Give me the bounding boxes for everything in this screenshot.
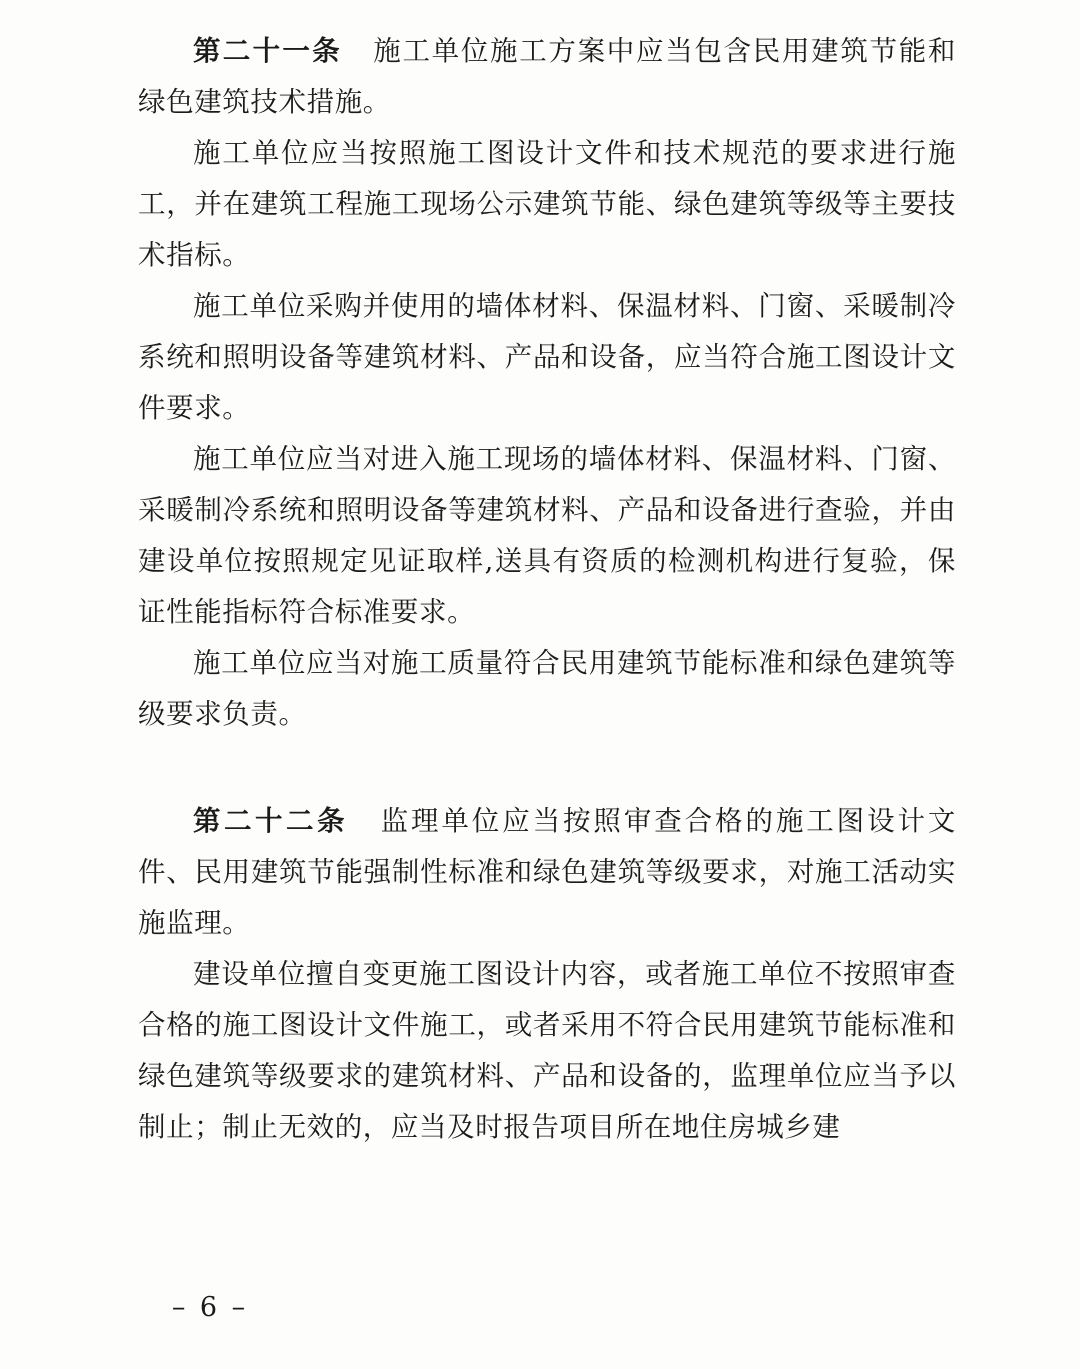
page-body [138,26,956,1153]
page-number: – 6 – [171,1292,249,1323]
page-footer [0,1292,1080,1323]
article-21-label: 第二十一条 [193,35,342,67]
article-22 [138,796,956,1153]
article-21-paragraph-1-text: 施工单位施工方案中应当包含民用建筑节能和绿色建筑技术措施。 [138,35,957,118]
article-22-paragraph-2: 建设单位擅自变更施工图设计内容，或者施工单位不按照审查合格的施工图设计文件施工，或者采用不符合民用建筑节能标准和绿色建筑等级要求的建筑材料、产品和设备的，监理单位应当予以制止；制止无效的，应当及时报告项目所在地住房城乡建 [138,958,956,1143]
article-separator [138,740,956,796]
article-21-paragraph-5: 施工单位应当对施工质量符合民用建筑节能标准和绿色建筑等级要求负责。 [138,647,956,730]
article-21-paragraph-3: 施工单位采购并使用的墙体材料、保温材料、门窗、采暖制冷系统和照明设备等建筑材料、产品和设备，应当符合施工图设计文件要求。 [138,290,956,424]
article-22-label: 第二十二条 [193,805,349,837]
article-21-paragraph-1 [138,26,956,128]
article-21-paragraph-4: 施工单位应当对进入施工现场的墙体材料、保温材料、门窗、采暖制冷系统和照明设备等建筑材料、产品和设备进行查验，并由建设单位按照规定见证取样,送具有资质的检测机构进行复验，保证性能指标符合标准要求。 [138,443,956,628]
article-21 [138,26,956,740]
article-22-paragraph-1-text: 监理单位应当按照审查合格的施工图设计文件、民用建筑节能强制性标准和绿色建筑等级要求，对施工活动实施监理。 [138,805,956,939]
article-22-paragraph-1 [138,796,956,949]
article-21-paragraph-2: 施工单位应当按照施工图设计文件和技术规范的要求进行施工，并在建筑工程施工现场公示建筑节能、绿色建筑等级等主要技术指标。 [138,137,956,271]
